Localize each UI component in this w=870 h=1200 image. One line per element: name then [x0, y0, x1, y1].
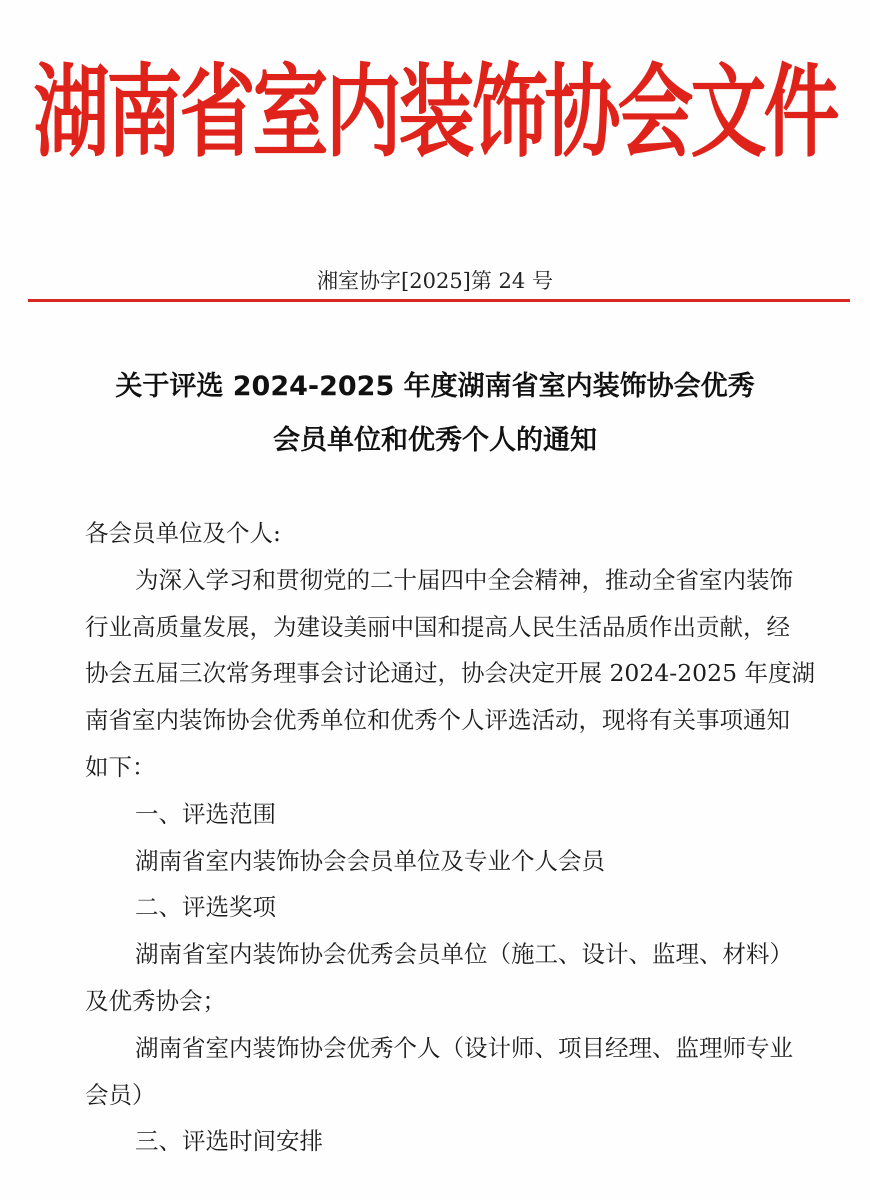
notice-title: [0, 360, 870, 468]
paragraph-line: 及优秀协会；: [85, 986, 226, 1015]
paragraph-line: 为深入学习和贯彻党的二十届四中全会精神，推动全省室内装饰: [135, 565, 793, 594]
paragraph-line: 南省室内装饰协会优秀单位和优秀个人评选活动，现将有关事项通知: [85, 706, 790, 735]
masthead-title: 湖南省室内装饰协会文件: [33, 53, 837, 171]
paragraph-line: 湖南省室内装饰协会优秀个人（设计师、项目经理、监理师专业: [135, 1033, 793, 1062]
red-divider-line: [28, 299, 850, 302]
document-number: 湘室协字[2025]第 24 号: [317, 269, 553, 293]
paragraph-line: 如下：: [85, 752, 156, 781]
paragraph-line: 湖南省室内装饰协会优秀会员单位（施工、设计、监理、材料）: [135, 940, 793, 969]
paragraph-line: 湖南省室内装饰协会会员单位及专业个人会员: [135, 846, 605, 875]
section-heading-scope: 一、评选范围: [135, 799, 276, 828]
paragraph-line: 行业高质量发展，为建设美丽中国和提高人民生活品质作出贡献，经: [85, 612, 790, 641]
paragraph-line: 会员）: [85, 1080, 156, 1109]
section-heading-schedule: 三、评选时间安排: [135, 1127, 323, 1156]
paragraph-line: 协会五届三次常务理事会讨论通过，协会决定开展 2024-2025 年度湖: [85, 659, 815, 688]
salutation: 各会员单位及个人:: [85, 519, 281, 547]
section-heading-awards: 二、评选奖项: [135, 893, 276, 922]
notice-body: [85, 510, 853, 1165]
notice-title-line-1: 关于评选 2024-2025 年度湖南省室内装饰协会优秀: [115, 371, 755, 402]
notice-title-line-2: 会员单位和优秀个人的通知: [273, 425, 597, 456]
